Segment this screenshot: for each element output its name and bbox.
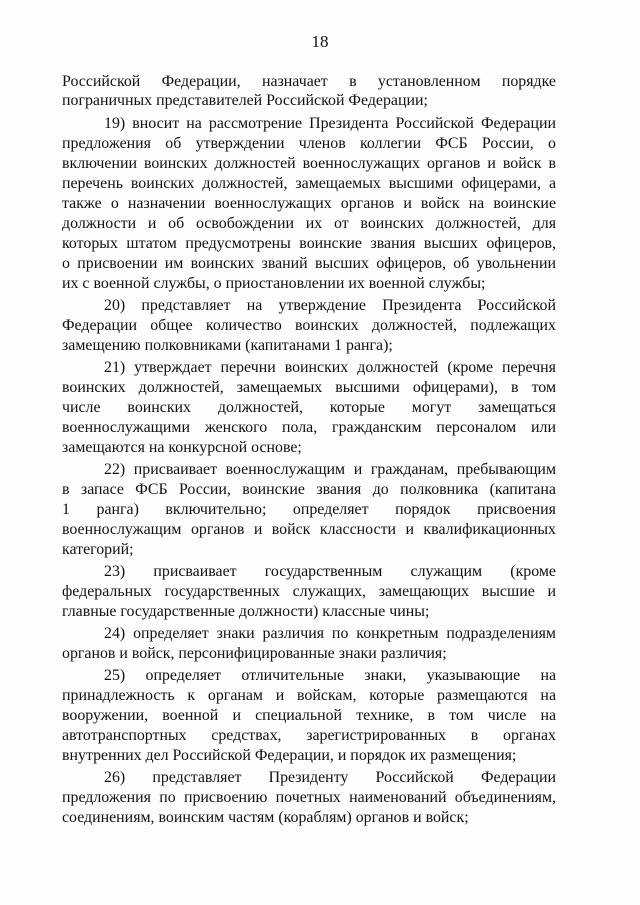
text-line: которых штатом предусмотрены воинские звания высших офицеров,	[62, 235, 556, 252]
text-line: числе воинских должностей, которые могут замещаться	[62, 399, 556, 416]
text-line: федеральных государственных служащих, замещающих высшие и	[62, 583, 556, 600]
text-line: их с военной службы, о приостановлении их военной службы;	[62, 275, 486, 292]
text-line: замещению полковниками (капитанами 1 ранга);	[62, 337, 393, 354]
text-line: 21) утверждает перечни воинских должностей (кроме перечня	[104, 359, 556, 376]
text-line: военнослужащим органов и войск классности и квалификационных	[62, 521, 556, 538]
text-line: 24) определяет знаки различия по конкретным подразделениям	[104, 625, 556, 642]
text-line: замещаются на конкурсной основе;	[62, 439, 302, 456]
text-line: предложения по присвоению почетных наименований объединениям,	[62, 789, 556, 806]
text-line: 26) представляет Президенту Российской Федерации	[104, 769, 556, 786]
text-line: органов и войск, персонифицированные знаки различия;	[62, 645, 447, 662]
text-line: Федерации общее количество воинских должностей, подлежащих	[62, 317, 556, 334]
text-line: вооружении, военной и специальной технике, в том числе на	[62, 707, 556, 724]
page-number: 18	[311, 32, 329, 51]
text-line: 19) вносит на рассмотрение Президента Российской Федерации	[104, 115, 556, 132]
text-line: перечень воинских должностей, замещаемых высшими офицерами, а	[62, 175, 556, 192]
text-line: 22) присваивает военнослужащим и гражданам, пребывающим	[104, 461, 556, 478]
text-line: принадлежность к органам и войскам, которые размещаются на	[62, 687, 556, 704]
text-line: предложения об утверждении членов коллегии ФСБ России, о	[62, 135, 556, 152]
text-line: включении воинских должностей военнослужащих органов и войск в	[62, 155, 556, 172]
text-line: 23) присваивает государственным служащим (кроме	[104, 563, 556, 580]
text-line: должности и об освобождении их от воинских должностей, для	[62, 215, 556, 232]
text-line: 25) определяет отличительные знаки, указывающие на	[104, 667, 556, 684]
text-line: воинских должностей, замещаемых высшими офицерами), в том	[62, 379, 556, 396]
text-line: пограничных представителей Российской Федерации;	[62, 92, 428, 109]
text-line: 20) представляет на утверждение Президента Российской	[104, 297, 556, 314]
text-line: о присвоении им воинских званий высших офицеров, об увольнении	[62, 255, 556, 272]
text-line: 1 ранга) включительно; определяет порядок присвоения	[62, 501, 556, 518]
text-line: военнослужащими женского пола, гражданским персоналом или	[62, 419, 556, 436]
text-line: внутренних дел Российской Федерации, и порядок их размещения;	[62, 747, 517, 764]
text-line: соединениям, воинским частям (кораблям) органов и войск;	[62, 809, 469, 826]
text-line: в запасе ФСБ России, воинские звания до полковника (капитана	[62, 481, 556, 498]
text-line: Российской Федерации, назначает в установленном порядке	[62, 73, 556, 90]
text-line: категорий;	[62, 541, 134, 558]
text-line: главные государственные должности) классные чины;	[62, 603, 430, 620]
text-line: автотранспортных средствах, зарегистрированных в органах	[62, 727, 556, 744]
text-line: также о назначении военнослужащих органов и войск на воинские	[62, 195, 556, 212]
